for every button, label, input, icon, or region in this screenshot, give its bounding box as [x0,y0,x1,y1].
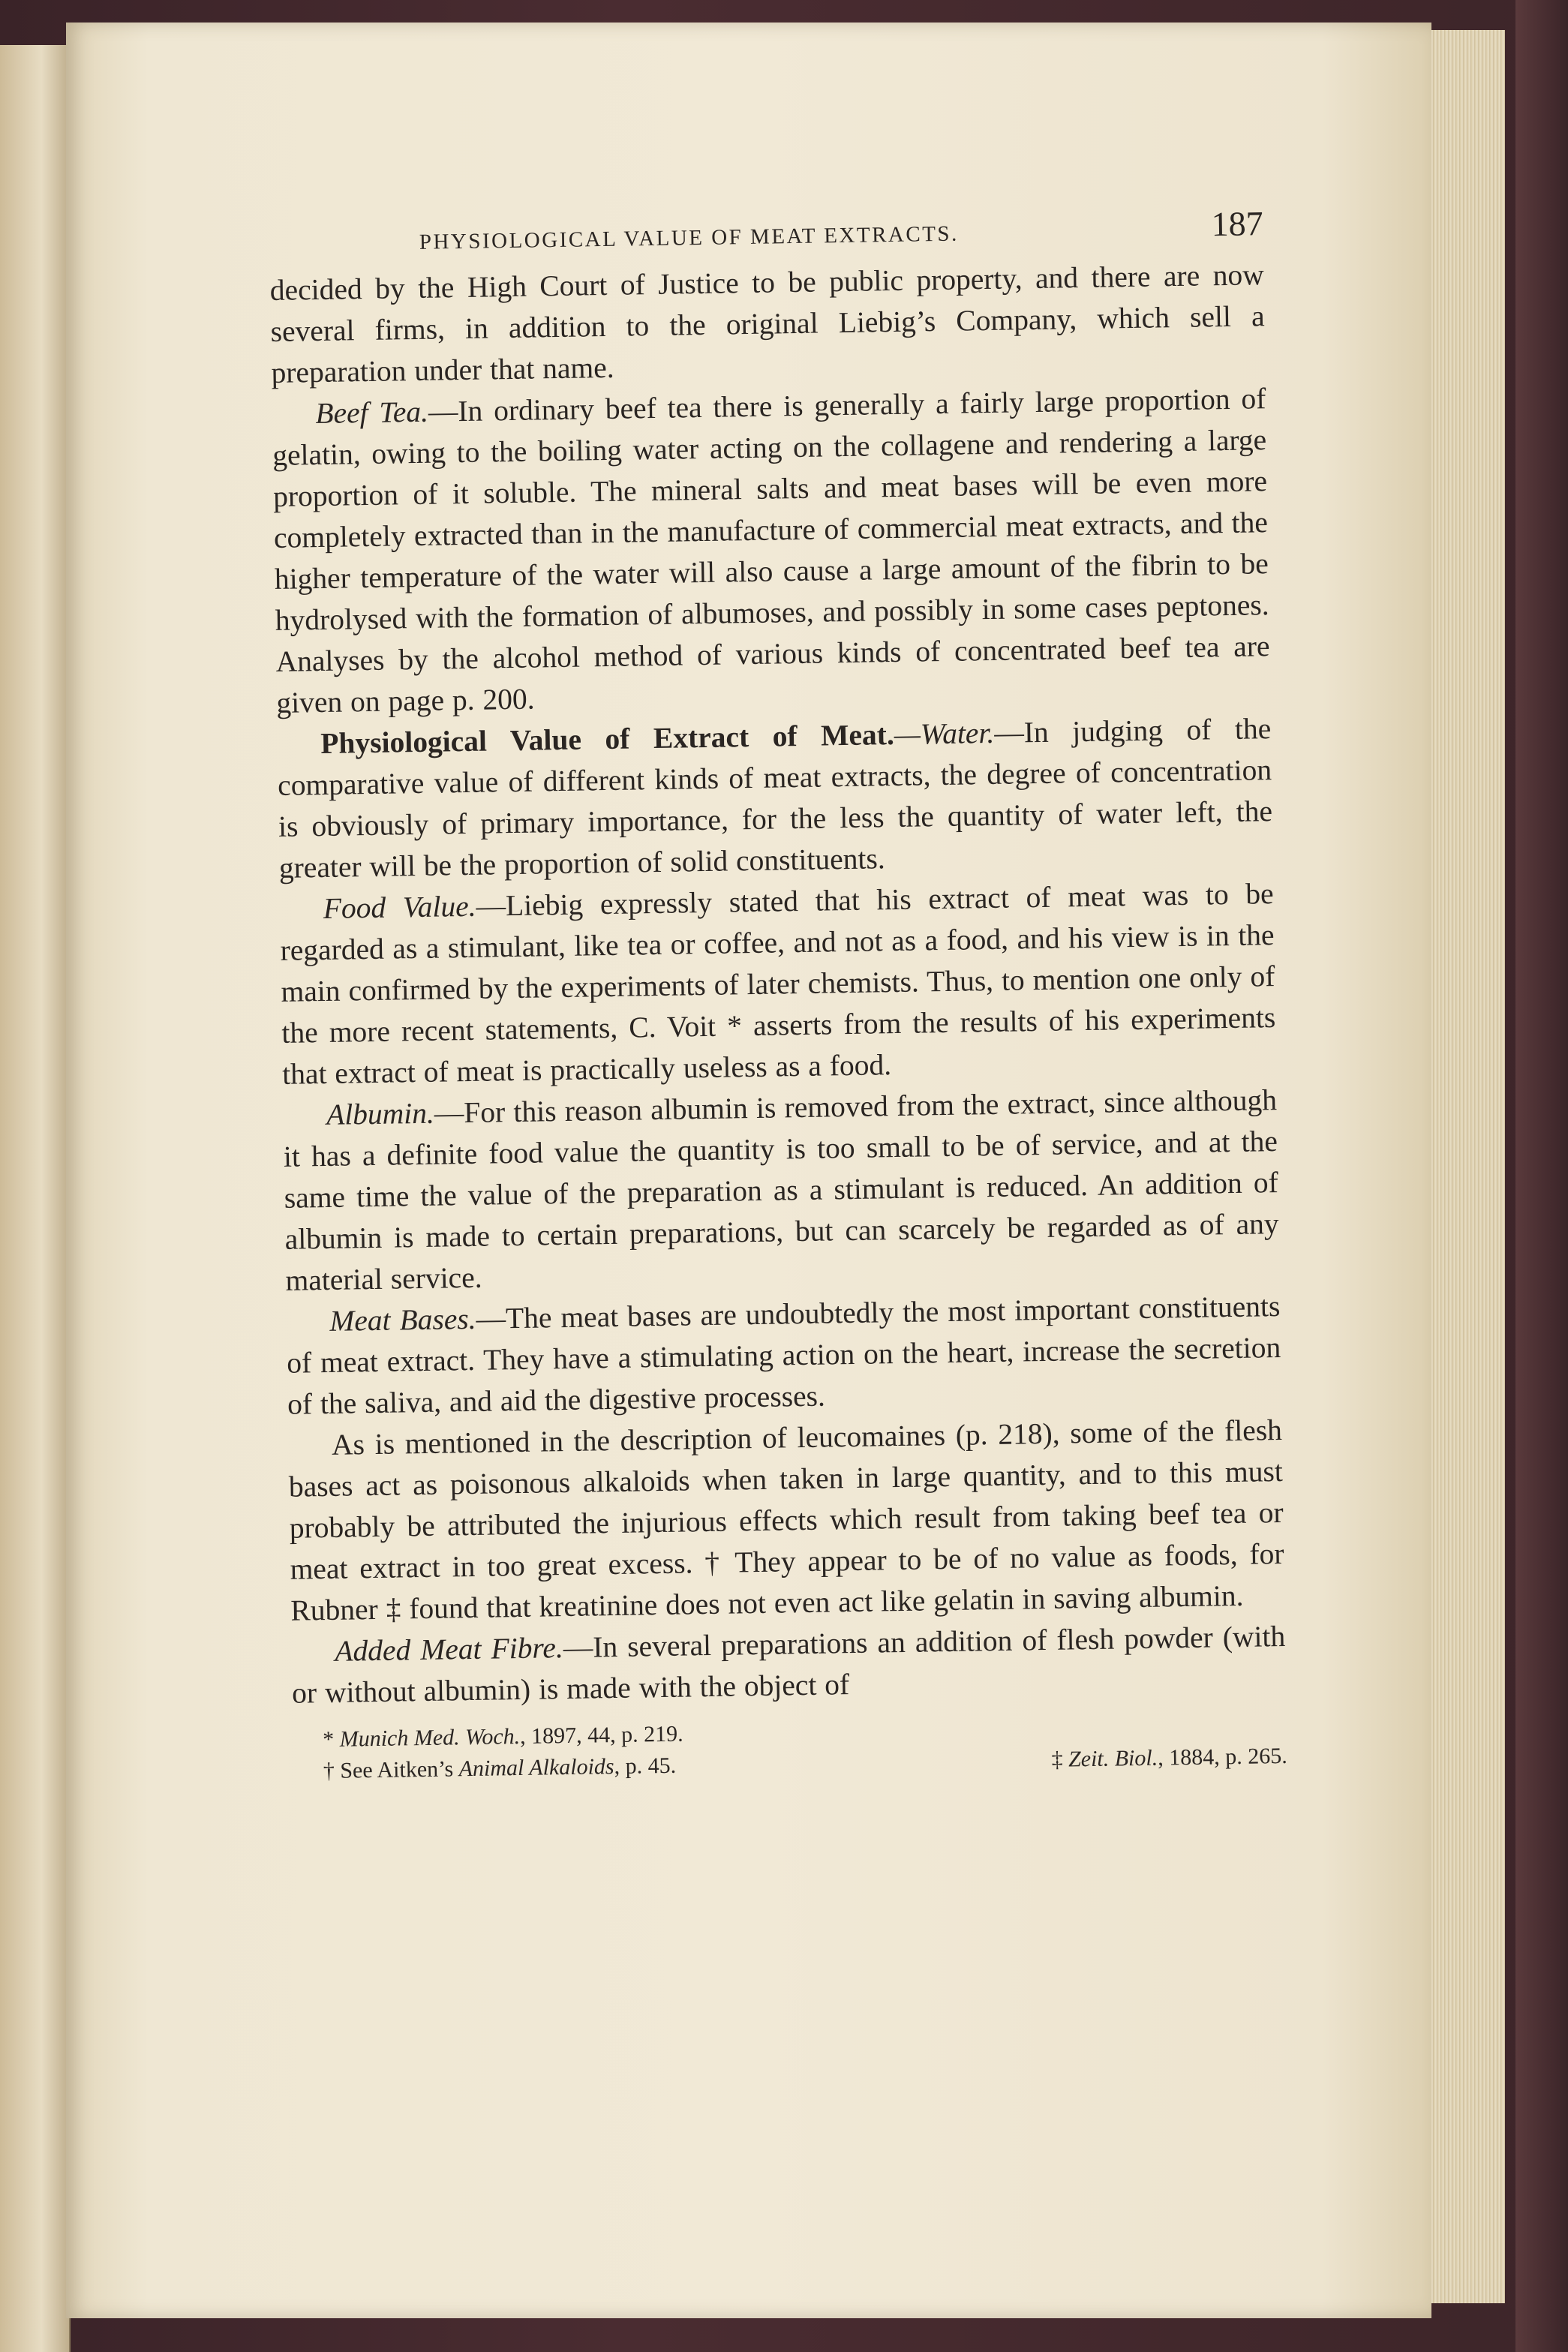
footnote-marker: * [322,1726,340,1753]
footnote-marker: † See Aitken’s [323,1756,459,1784]
paragraph-continued [269,254,1265,394]
footnotes [293,1709,1287,1788]
footnote-source: Zeit. Biol. [1068,1745,1158,1772]
paragraph-physiological-value [277,708,1273,889]
page-number: 187 [1211,204,1263,244]
subheading-water: —Water. [894,716,995,751]
paragraph-added-meat-fibre [291,1616,1287,1714]
paragraph-food-value [279,873,1276,1095]
section-heading-meat-bases: Meat Bases. [329,1302,476,1338]
paragraph-text: decided by the High Court of Justice to be public property, and there are now several firms, in addition to the original Liebig’s Company, which sell a preparation under that name. [269,258,1265,389]
section-heading-physiological-value: Physiological Value of Extract of Meat. [320,717,895,760]
section-heading-added-meat-fibre: Added Meat Fibre. [334,1631,564,1668]
page-stack-edge [1422,30,1505,2303]
paragraph-leucomaines [288,1410,1285,1632]
page-content [269,187,1287,1788]
section-heading-beef-tea: Beef Tea. [315,395,429,431]
book-page [66,23,1431,2318]
back-cover-edge [1515,0,1568,2352]
paragraph-text: —In judging of the comparative value of different kinds of meat extracts, the degree of concentration is obviously of primary importance, for the less the quantity of water left, the greater will be the proportion of solid constituents. [277,712,1273,885]
footnote-citation: , 1884, p. 265. [1157,1743,1287,1771]
footnote-source: Munich Med. Woch. [339,1723,521,1752]
footnote-source: Animal Alkaloids [458,1754,614,1782]
paragraph-meat-bases [286,1286,1281,1425]
footnote-2 [293,1750,677,1788]
facing-page-edge [0,45,71,2352]
paragraph-albumin [283,1080,1280,1302]
paragraph-text: —Liebig expressly stated that his extract of meat was to be regarded as a stimulant, like tea or coffee, and not as a food, and his view is in the main confirmed by the experiments of later chemists. Thus, to mention one only of the more recent statements, C. Voit * asserts from the results of his experiments that extract of meat is practically useless as a food. [280,877,1276,1091]
footnote-marker: ‡ [1051,1747,1069,1772]
paragraph-beef-tea [272,378,1271,724]
paragraph-text: As is mentioned in the description of leucomaines (p. 218), some of the flesh bases act as poisonous alkaloids when taken in large quantity, and to this must probably be attributed the injurious effects which result from taking beef tea or meat extract in too great excess. † They appear to be of no value as foods, for Rubner ‡ found that kreatinine does not even act like gelatin in saving albumin. [288,1413,1284,1627]
footnote-citation: , p. 45. [614,1753,677,1780]
footnote-citation: , 1897, 44, p. 219. [519,1721,683,1749]
paragraph-text: —For this reason albumin is removed from the extract, since although it has a definite food value the quantity is too small to be of service, and at the same time the value of the preparation as a stimulant is reduced. An addition of albumin is made to certain preparations, but can scarcely be regarded as of any material service. [283,1083,1279,1297]
section-heading-albumin: Albumin. [326,1096,435,1131]
paragraph-text: —The meat bases are undoubtedly the most important constituents of meat extract. They have a stimulating action on the heart, increase the secretion of the saliva, and aid the digestive processes. [286,1290,1281,1421]
running-head: PHYSIOLOGICAL VALUE OF MEAT EXTRACTS. [419,221,960,254]
paragraph-text: —In several preparations an addition of flesh powder (with or without albumin) is made with the object of [291,1619,1286,1710]
paragraph-text: —In ordinary beef tea there is generally a fairly large proportion of gelatin, owing to the boiling water acting on the collagene and rendering a large proportion of it soluble. The mineral salts and meat bases will be even more completely extracted than in the manufacture of commercial meat extracts, and the higher temperature of the water will also cause a large amount of the fibrin to be hydrolysed with the formation of albumoses, and possibly in some cases peptones. Analyses by the alcohol method of various kinds of concentrated beef tea are given on page p. 200. [272,382,1270,719]
section-heading-food-value: Food Value. [323,889,476,925]
footnote-3 [1051,1741,1287,1776]
